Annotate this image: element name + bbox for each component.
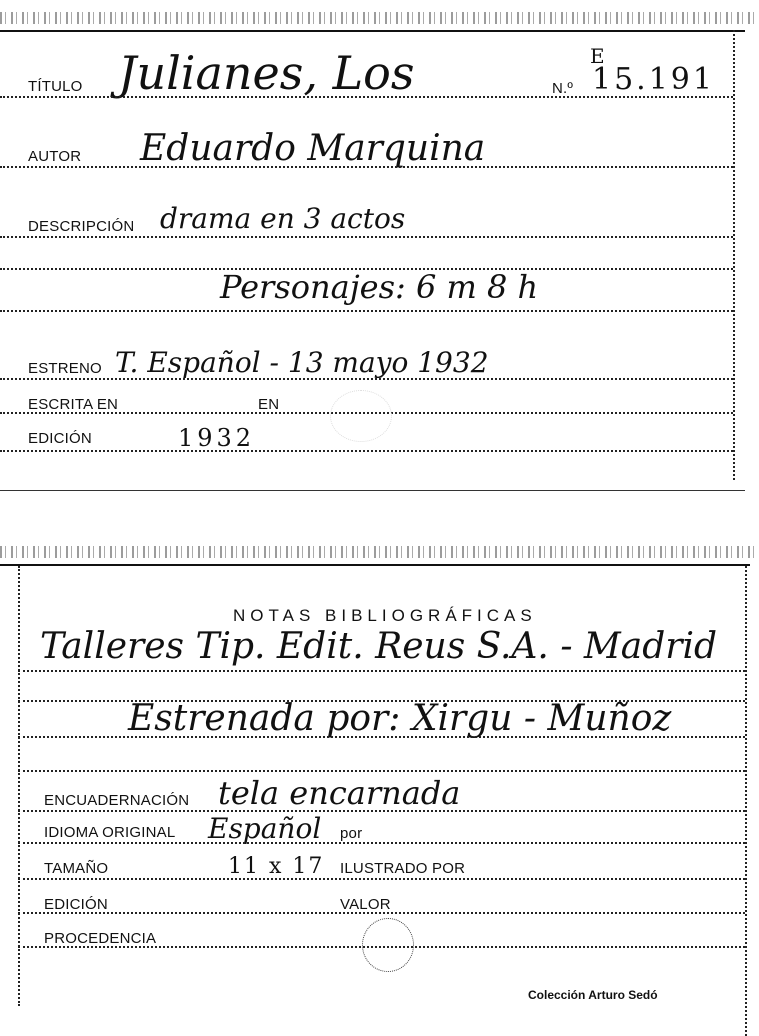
procedencia-label: PROCEDENCIA bbox=[44, 930, 157, 947]
idioma-value: Español bbox=[208, 812, 322, 845]
note-line-1: Talleres Tip. Edit. Reus S.A. - Madrid bbox=[40, 626, 718, 667]
card-right-border bbox=[733, 30, 735, 480]
numero-label: N.º bbox=[552, 80, 574, 97]
estreno-value: T. Español - 13 mayo 1932 bbox=[115, 346, 489, 379]
collection-credit: Colección Arturo Sedó bbox=[528, 988, 658, 1002]
note-rule-1 bbox=[18, 670, 745, 672]
tamano-value: 11 x 17 bbox=[228, 854, 325, 879]
personajes-value: Personajes: 6 m 8 h bbox=[220, 268, 539, 306]
paper-stain-back bbox=[362, 918, 414, 972]
edicion-value: 1932 bbox=[178, 424, 256, 452]
back-edicion-label: EDICIÓN bbox=[44, 896, 108, 913]
edicion-back-rule bbox=[18, 912, 745, 914]
titulo-value: Julianes, Los bbox=[118, 46, 415, 100]
descripcion-value: drama en 3 actos bbox=[160, 202, 406, 235]
torn-top-edge bbox=[0, 12, 759, 24]
autor-label: AUTOR bbox=[28, 148, 82, 165]
encuadernacion-value: tela encarnada bbox=[218, 774, 461, 812]
card-bottom-border bbox=[0, 490, 745, 491]
note-rule-3 bbox=[18, 736, 745, 738]
en-label: EN bbox=[258, 396, 280, 413]
tamano-rule bbox=[18, 878, 745, 880]
note-line-2: Estrenada por: Xirgu - Muñoz bbox=[128, 698, 672, 739]
titulo-label: TÍTULO bbox=[28, 78, 83, 95]
descripcion-rule bbox=[0, 236, 733, 238]
descripcion-label: DESCRIPCIÓN bbox=[28, 218, 135, 235]
idioma-label: IDIOMA ORIGINAL bbox=[44, 824, 176, 841]
estreno-rule bbox=[0, 378, 733, 380]
autor-rule bbox=[0, 166, 733, 168]
encuadernacion-rule bbox=[18, 810, 745, 812]
paper-stain bbox=[330, 390, 392, 442]
notas-heading: NOTAS BIBLIOGRÁFICAS bbox=[233, 606, 537, 625]
ilustrado-label: ILUSTRADO POR bbox=[340, 860, 466, 877]
catalog-card-front bbox=[0, 0, 759, 500]
card-top-border bbox=[0, 30, 745, 32]
escrita-label: ESCRITA EN bbox=[28, 396, 119, 413]
back-right-border bbox=[745, 566, 747, 1036]
torn-top-edge-back bbox=[0, 546, 759, 558]
idioma-rule bbox=[18, 842, 745, 844]
numero-letter: E bbox=[590, 44, 605, 68]
back-top-border bbox=[0, 564, 750, 566]
edicion-rule bbox=[0, 450, 733, 452]
titulo-rule bbox=[0, 96, 733, 98]
valor-label: VALOR bbox=[340, 896, 391, 913]
back-left-border bbox=[18, 566, 20, 1006]
autor-value: Eduardo Marquina bbox=[140, 128, 486, 169]
catalog-card-back bbox=[0, 540, 759, 1028]
numero-value: 15.191 bbox=[592, 62, 715, 97]
personajes-rule bbox=[0, 310, 733, 312]
edicion-label: EDICIÓN bbox=[28, 430, 92, 447]
por-label: por bbox=[340, 825, 363, 842]
encuadernacion-label: ENCUADERNACIÓN bbox=[44, 792, 190, 809]
estreno-label: ESTRENO bbox=[28, 360, 102, 377]
tamano-label: TAMAÑO bbox=[44, 860, 109, 877]
note-rule-4 bbox=[18, 770, 745, 772]
